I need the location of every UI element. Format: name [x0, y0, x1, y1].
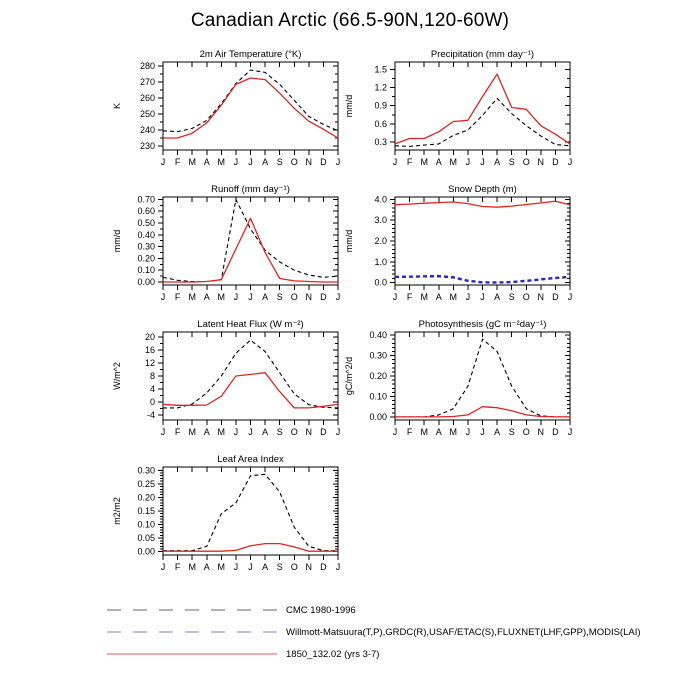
svg-text:F: F — [174, 157, 181, 167]
svg-text:J: J — [248, 427, 253, 437]
svg-text:D: D — [552, 157, 559, 167]
svg-text:0.05: 0.05 — [137, 533, 155, 544]
svg-text:M: M — [188, 562, 196, 572]
svg-text:N: N — [537, 427, 545, 437]
svg-text:3.0: 3.0 — [374, 215, 387, 226]
page-title: Canadian Arctic (66.5-90N,120-60W) — [190, 10, 510, 31]
svg-text:A: A — [435, 292, 442, 302]
cmc-dashed-line-icon — [106, 606, 278, 614]
svg-text:0.10: 0.10 — [137, 519, 155, 530]
svg-text:J: J — [392, 157, 398, 167]
svg-text:F: F — [174, 562, 181, 572]
svg-text:J: J — [248, 562, 253, 572]
svg-text:D: D — [320, 562, 327, 572]
svg-text:M: M — [188, 427, 196, 437]
chart-precipitation — [337, 48, 607, 190]
svg-text:A: A — [203, 562, 210, 572]
svg-text:0.40: 0.40 — [137, 229, 155, 240]
svg-text:J: J — [233, 157, 239, 167]
svg-text:K: K — [112, 102, 122, 110]
svg-text:0.00: 0.00 — [369, 411, 387, 422]
svg-text:0.00: 0.00 — [137, 277, 155, 287]
svg-text:M: M — [449, 157, 458, 167]
svg-text:Photosynthesis (gC m⁻²day⁻¹): Photosynthesis (gC m⁻²day⁻¹) — [418, 319, 547, 330]
svg-text:A: A — [435, 427, 442, 437]
svg-text:M: M — [217, 292, 226, 302]
svg-text:250: 250 — [139, 109, 155, 119]
svg-text:0.30: 0.30 — [137, 465, 155, 476]
svg-text:0.40: 0.40 — [369, 330, 387, 341]
svg-text:N: N — [537, 157, 545, 167]
svg-text:J: J — [335, 157, 341, 167]
svg-text:J: J — [392, 292, 398, 302]
svg-text:N: N — [305, 562, 313, 572]
svg-text:J: J — [465, 292, 471, 302]
svg-text:N: N — [305, 157, 313, 167]
svg-text:0.00: 0.00 — [137, 546, 155, 557]
svg-text:S: S — [276, 292, 283, 302]
svg-text:A: A — [203, 427, 210, 437]
svg-text:F: F — [174, 427, 181, 437]
svg-text:M: M — [217, 427, 226, 437]
svg-text:A: A — [262, 292, 269, 302]
svg-text:S: S — [276, 427, 283, 437]
svg-text:20: 20 — [144, 331, 155, 342]
svg-text:J: J — [567, 292, 573, 302]
svg-text:Leaf Area Index: Leaf Area Index — [217, 454, 284, 465]
svg-text:0.3: 0.3 — [374, 137, 387, 148]
legend-label-cmc: CMC 1980-1996 — [286, 604, 356, 616]
svg-text:gC/m^2/d: gC/m^2/d — [344, 356, 354, 396]
svg-text:S: S — [508, 292, 515, 302]
svg-text:J: J — [480, 427, 485, 437]
svg-text:A: A — [494, 427, 501, 437]
svg-text:1.5: 1.5 — [374, 64, 387, 75]
svg-text:O: O — [290, 292, 298, 302]
svg-text:D: D — [552, 292, 559, 302]
svg-text:1.2: 1.2 — [374, 82, 387, 93]
chart-2m-air-temperature — [105, 48, 375, 190]
svg-text:S: S — [276, 562, 283, 572]
svg-text:J: J — [233, 292, 239, 302]
svg-text:J: J — [233, 562, 239, 572]
svg-text:m2/m2: m2/m2 — [112, 497, 122, 525]
svg-text:0.15: 0.15 — [137, 506, 155, 516]
observations-dashed-line-icon — [106, 628, 278, 636]
svg-text:O: O — [522, 157, 530, 167]
svg-text:Latent Heat Flux (W m⁻²): Latent Heat Flux (W m⁻²) — [197, 319, 304, 330]
legend-row-cmc — [106, 599, 641, 621]
svg-text:M: M — [420, 292, 428, 302]
legend-row-model — [106, 643, 641, 665]
svg-text:J: J — [233, 427, 239, 437]
svg-text:J: J — [392, 427, 398, 437]
svg-text:0.9: 0.9 — [374, 100, 387, 111]
svg-text:A: A — [203, 157, 210, 167]
svg-text:F: F — [406, 292, 413, 302]
svg-text:mm/d: mm/d — [344, 229, 354, 253]
svg-text:S: S — [276, 157, 283, 167]
svg-text:J: J — [465, 157, 471, 167]
svg-text:Precipitation (mm day⁻¹): Precipitation (mm day⁻¹) — [430, 49, 535, 60]
svg-text:0.0: 0.0 — [374, 277, 387, 288]
svg-text:M: M — [217, 562, 226, 572]
svg-text:0.60: 0.60 — [137, 206, 155, 217]
svg-text:M: M — [217, 157, 226, 167]
svg-text:N: N — [305, 427, 313, 437]
svg-text:F: F — [406, 427, 413, 437]
svg-text:A: A — [494, 292, 501, 302]
svg-text:-4: -4 — [146, 410, 155, 421]
svg-text:M: M — [449, 427, 458, 437]
svg-text:A: A — [435, 157, 442, 167]
svg-text:N: N — [537, 292, 545, 302]
chart-runoff — [105, 183, 375, 325]
svg-text:16: 16 — [144, 344, 155, 355]
svg-text:M: M — [420, 157, 428, 167]
svg-text:O: O — [290, 157, 298, 167]
svg-text:0.30: 0.30 — [137, 241, 155, 252]
svg-text:D: D — [320, 427, 327, 437]
svg-text:Runoff (mm day⁻¹): Runoff (mm day⁻¹) — [211, 184, 290, 195]
svg-text:A: A — [262, 562, 269, 572]
svg-text:D: D — [320, 157, 327, 167]
svg-text:A: A — [203, 292, 210, 302]
svg-text:0.30: 0.30 — [369, 350, 387, 361]
svg-text:Snow Depth (m): Snow Depth (m) — [448, 184, 517, 195]
svg-text:J: J — [335, 292, 341, 302]
svg-text:M: M — [449, 292, 458, 302]
svg-text:D: D — [552, 427, 559, 437]
svg-text:N: N — [305, 292, 313, 302]
chart-snow-depth — [337, 183, 607, 325]
svg-text:mm/d: mm/d — [112, 229, 122, 253]
legend-label-model: 1850_132.02 (yrs 3-7) — [286, 648, 380, 660]
svg-text:0.25: 0.25 — [137, 478, 155, 489]
svg-text:0.20: 0.20 — [137, 253, 155, 264]
svg-text:J: J — [160, 427, 166, 437]
svg-text:J: J — [567, 427, 573, 437]
svg-text:0.20: 0.20 — [369, 371, 387, 381]
svg-text:F: F — [174, 292, 181, 302]
svg-text:0.50: 0.50 — [137, 218, 155, 228]
svg-text:1.0: 1.0 — [374, 256, 387, 267]
svg-text:0.20: 0.20 — [137, 492, 155, 503]
svg-text:mm/d: mm/d — [344, 94, 354, 118]
legend-row-observations — [106, 621, 641, 643]
svg-text:F: F — [406, 157, 413, 167]
svg-text:J: J — [160, 292, 166, 302]
svg-text:M: M — [420, 427, 428, 437]
svg-text:O: O — [522, 292, 530, 302]
svg-text:2m Air Temperature (°K): 2m Air Temperature (°K) — [199, 49, 302, 60]
chart-leaf-area-index — [105, 453, 375, 595]
svg-text:J: J — [335, 562, 341, 572]
model-solid-line-icon — [106, 650, 278, 658]
svg-text:O: O — [522, 427, 530, 437]
svg-text:240: 240 — [139, 125, 155, 135]
chart-latent-heat-flux — [105, 318, 375, 460]
svg-text:M: M — [188, 292, 196, 302]
svg-text:J: J — [248, 157, 253, 167]
svg-text:J: J — [480, 292, 485, 302]
svg-text:S: S — [508, 427, 515, 437]
svg-text:8: 8 — [149, 371, 155, 381]
svg-text:0.10: 0.10 — [137, 265, 155, 276]
svg-text:270: 270 — [139, 77, 155, 87]
svg-text:0.10: 0.10 — [369, 391, 387, 402]
svg-text:O: O — [290, 562, 298, 572]
svg-text:J: J — [567, 157, 573, 167]
svg-text:12: 12 — [144, 358, 155, 368]
svg-text:230: 230 — [139, 141, 155, 151]
svg-text:J: J — [160, 562, 166, 572]
svg-text:2.0: 2.0 — [374, 236, 387, 246]
svg-text:J: J — [465, 427, 471, 437]
svg-text:A: A — [494, 157, 501, 167]
svg-text:0.6: 0.6 — [374, 118, 387, 129]
legend-label-observations: Willmott-Matsuura(T,P),GRDC(R),USAF/ETAC(S),FLUXNET(LHF,GPP),MODIS(LAI) — [286, 626, 641, 638]
svg-text:4: 4 — [149, 384, 155, 394]
svg-text:0: 0 — [149, 397, 155, 408]
svg-text:4.0: 4.0 — [374, 194, 387, 205]
svg-text:280: 280 — [139, 61, 155, 71]
svg-text:J: J — [335, 427, 341, 437]
chart-photosynthesis — [337, 318, 607, 460]
svg-text:J: J — [248, 292, 253, 302]
svg-text:J: J — [160, 157, 166, 167]
svg-text:J: J — [480, 157, 485, 167]
svg-text:M: M — [188, 157, 196, 167]
svg-text:0.70: 0.70 — [137, 194, 155, 205]
svg-text:S: S — [508, 157, 515, 167]
svg-text:260: 260 — [139, 93, 155, 103]
svg-text:A: A — [262, 157, 269, 167]
legend — [106, 599, 641, 665]
svg-text:D: D — [320, 292, 327, 302]
svg-text:W/m^2: W/m^2 — [112, 362, 122, 390]
svg-text:O: O — [290, 427, 298, 437]
svg-text:A: A — [262, 427, 269, 437]
